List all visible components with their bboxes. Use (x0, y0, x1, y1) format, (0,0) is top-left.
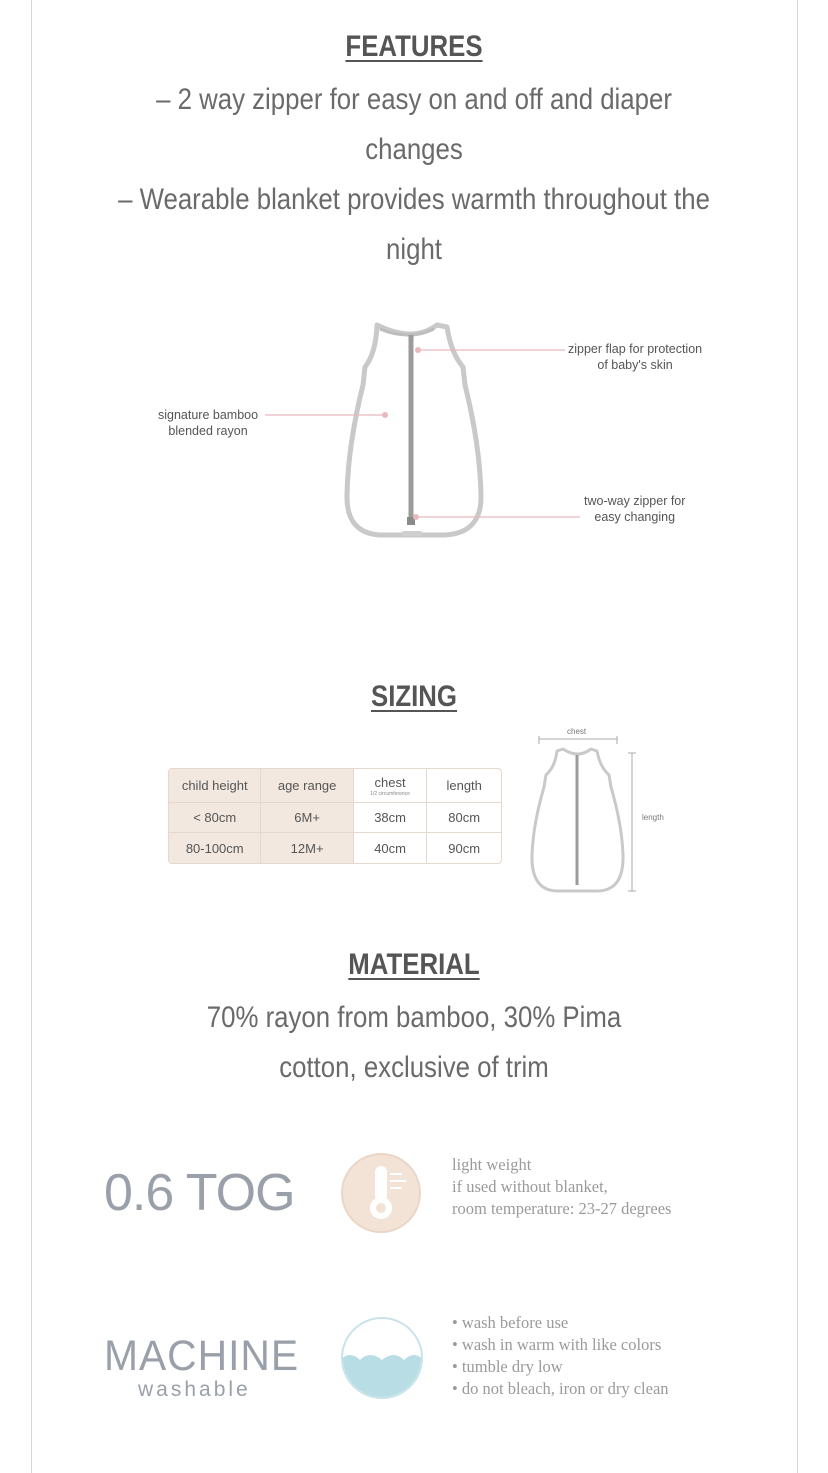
sizing-heading: SIZING (370, 680, 457, 713)
table-cell: 80cm (427, 803, 501, 833)
thermometer-icon (340, 1152, 422, 1234)
feature-line-2: – Wearable blanket provides warmth throughout the night (118, 183, 710, 266)
callout-bamboo-line-1: signature bamboo (158, 408, 259, 422)
tog-info-line-1: light weight (452, 1155, 532, 1174)
callout-two-way-line-2: easy changing (594, 510, 676, 524)
callout-bamboo (158, 407, 258, 439)
table-cell: 40cm (354, 833, 428, 863)
sizing-table (168, 768, 502, 864)
callout-bamboo-line-2: blended rayon (168, 424, 248, 438)
callout-zipper-flap-line-2: of baby's skin (597, 358, 673, 372)
bamboo-dot (382, 412, 388, 418)
sack-outline (347, 325, 481, 535)
zipper-bottom-tab (402, 531, 422, 536)
header-child-height: child height (169, 769, 261, 803)
table-cell: 90cm (448, 840, 481, 856)
machine-label: MACHINE (104, 1332, 300, 1380)
zipper-flap-dot (415, 347, 421, 353)
features-heading: FEATURES (345, 30, 483, 63)
callout-two-way (584, 493, 685, 525)
wash-line-3: • tumble dry low (452, 1357, 563, 1376)
header-age-range: age range (261, 769, 353, 803)
water-wave-icon (340, 1316, 424, 1400)
tog-info (452, 1154, 671, 1220)
table-cell: 80-100cm (169, 833, 261, 863)
sleep-sack-diagram (140, 305, 720, 550)
header-length: length (427, 769, 501, 803)
wash-line-2: • wash in warm with like colors (452, 1335, 662, 1354)
features-list (110, 75, 719, 275)
callout-zipper-flap-line-1: zipper flap for protection (568, 342, 703, 356)
chest-label: chest (567, 727, 587, 736)
header-chest-sub: 1/2 circumference (370, 790, 410, 797)
table-row (169, 833, 501, 863)
header-chest-label: chest (374, 774, 406, 790)
feature-line-1: – 2 way zipper for easy on and off and diaper changes (156, 83, 672, 166)
length-label: length (642, 813, 664, 822)
material-text: 70% rayon from bamboo, 30% Pima cotton, exclusive of trim (206, 1001, 622, 1084)
callout-zipper-flap (568, 341, 702, 373)
tog-rating: 0.6 TOG (104, 1164, 295, 1222)
washing-instructions (452, 1312, 669, 1400)
table-row (169, 803, 501, 833)
header-chest (354, 769, 428, 803)
tog-info-line-2: if used without blanket, (452, 1177, 608, 1196)
material-heading: MATERIAL (348, 948, 480, 981)
tog-info-line-3: room temperature: 23-27 degrees (452, 1199, 672, 1218)
wash-line-1: • wash before use (452, 1313, 569, 1332)
table-cell: 6M+ (261, 803, 353, 833)
sizing-sack-illustration (525, 725, 675, 895)
washable-label: washable (138, 1378, 251, 1401)
callout-two-way-line-1: two-way zipper for (584, 494, 686, 508)
table-cell: < 80cm (169, 803, 261, 833)
table-cell: 38cm (354, 803, 428, 833)
wash-line-4: • do not bleach, iron or dry clean (452, 1379, 669, 1398)
table-header-row (169, 769, 501, 803)
table-cell: 12M+ (261, 833, 353, 863)
sizing-figure (525, 725, 675, 895)
two-way-dot (413, 514, 419, 520)
